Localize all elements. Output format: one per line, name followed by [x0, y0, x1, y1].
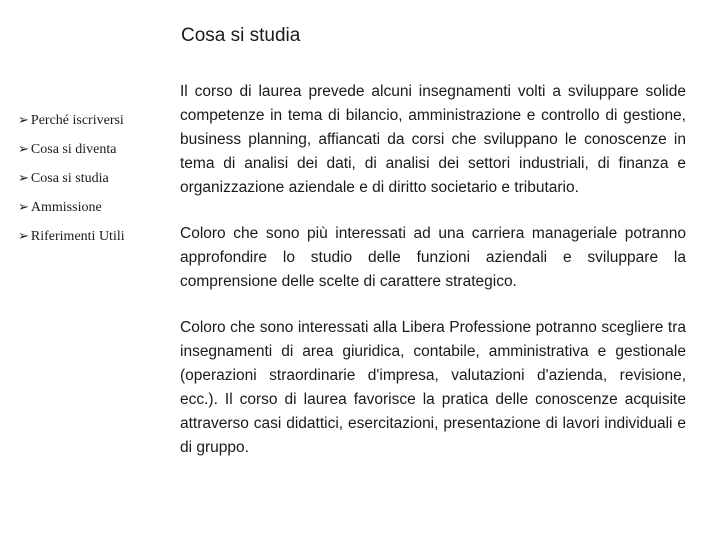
paragraph-course-overview: Il corso di laurea prevede alcuni insegnamenti volti a sviluppare solide competenze in tema di bilancio, amministrazione e controllo di gestione, business planning, affiancati da corsi che sviluppano le conoscenze in tema di analisi dei dati, di analisi dei settori industriali, di finanza e organizzazione aziendale e di diritto societario e tributario.: [180, 83, 686, 196]
nav-item-label: Riferimenti Utili: [30, 229, 125, 244]
nav-item-perche-iscriversi[interactable]: [18, 111, 125, 140]
paragraph-managerial-career: Coloro che sono più interessati ad una carriera manageriale potranno approfondire lo studio delle funzioni aziendali e sviluppare la comprensione delle scelte di carattere strategico.: [180, 225, 686, 290]
arrow-bullet-icon: ➢: [18, 113, 29, 128]
nav-item-label: Ammissione: [30, 200, 102, 215]
nav-item-label: Cosa si diventa: [30, 142, 117, 157]
nav-item-ammissione[interactable]: [18, 198, 125, 227]
arrow-bullet-icon: ➢: [18, 229, 29, 244]
paragraph-libera-professione: Coloro che sono interessati alla Libera Professione potranno scegliere tra insegnamenti di area giuridica, contabile, amministrativa e gestionale (operazioni straordinarie d'impresa, valutazioni d'azienda, revisione, ecc.). Il corso di laurea favorisce la pratica delle conoscenze acquisite attraverso casi didattici, esercitazioni, presentazione di lavori individuali e di gruppo.: [180, 319, 686, 456]
nav-item-riferimenti-utili[interactable]: [18, 227, 125, 256]
nav-item-cosa-si-diventa[interactable]: [18, 140, 125, 169]
arrow-bullet-icon: ➢: [18, 142, 29, 157]
arrow-bullet-icon: ➢: [18, 200, 29, 215]
nav-item-cosa-si-studia[interactable]: [18, 169, 125, 198]
nav-item-label: Perché iscriversi: [30, 113, 124, 128]
nav-item-label: Cosa si studia: [30, 171, 109, 186]
side-navigation: [18, 111, 125, 256]
arrow-bullet-icon: ➢: [18, 171, 29, 186]
main-content: [180, 80, 686, 482]
page-title: Cosa si studia: [181, 25, 301, 46]
